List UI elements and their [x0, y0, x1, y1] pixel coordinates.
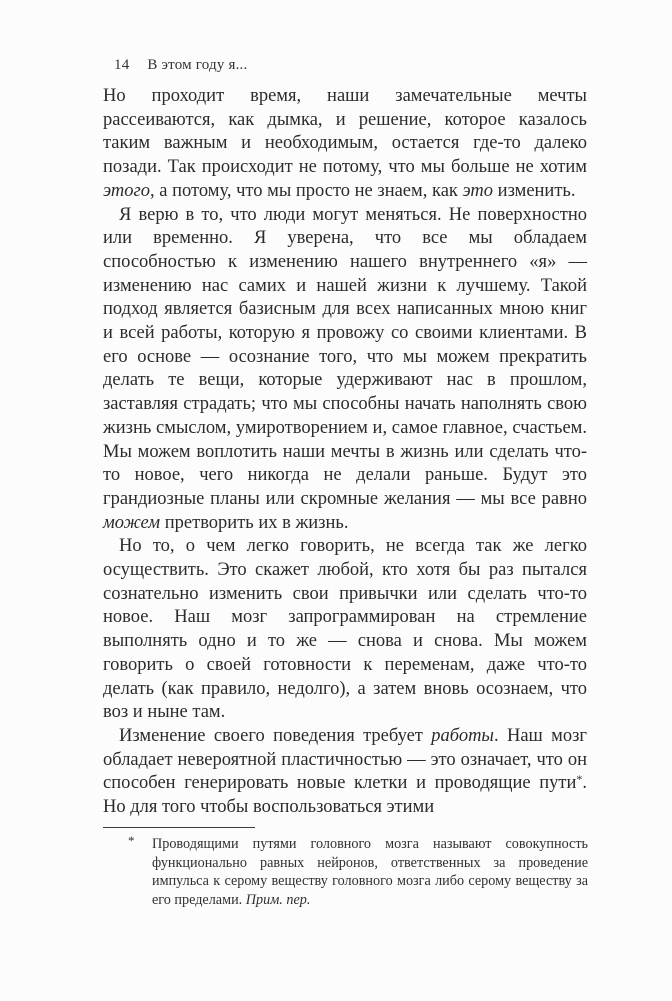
text-run: изменить. — [493, 180, 576, 201]
text-run: Проводящими путями головного мозга называют совокупность функционально равных нейронов, ответственных за проведение импульса к серому веществу головного мозга либо серому веществу за его пределами. — [152, 836, 588, 908]
paragraph — [103, 725, 587, 820]
text-run: , а потому, что мы просто не знаем, как — [150, 180, 463, 201]
paragraph — [103, 204, 587, 536]
text-run: претворить их в жизнь. — [160, 512, 349, 533]
footnote-text — [152, 836, 588, 908]
page-header — [114, 57, 247, 74]
paragraph — [103, 85, 587, 204]
footnote-ref-asterisk: * — [576, 772, 583, 787]
text-run: Но то, о чем легко говорить, не всегда так же легко осуществить. Это скажет любой, кто хотя бы раз пытался сознательно изменить свои привычки или сделать что-то новое. Наш мозг запрограммирован на стремление выполнять одно и то же — снова и снова. Мы можем говорить о своей готовности к переменам, даже что-то делать (как правило, недолго), а затем вновь осознаем, что воз и ныне там. — [103, 536, 587, 723]
text-run: . Наш мозг обладает невероятной пластичностью — это означает, что он способен генерировать новые клетки и проводящие пути — [103, 725, 587, 794]
italic-text-run: этого — [103, 180, 150, 201]
text-run: Я верю в то, что люди могут меняться. Не поверхностно или временно. Я уверена, что все мы обладаем способностью к изменению нашего внутреннего «я» — изменению нас самих и нашей жизни к лучшему. Такой подход является базисным для всех написанных мною книг и всей работы, которую я провожу со своими клиентами. В его основе — осознание того, что мы можем прекратить делать те вещи, которые удерживают нас в прошлом, заставляя страдать; что мы способны начать наполнять свою жизнь смыслом, умиротворением и, самое главное, счастьем. Мы можем воплотить наши мечты в жизнь или сделать что-то новое, чего никогда не делали раньше. Будут это грандиозные планы или скромные желания — мы все равно — [103, 204, 587, 509]
footnote-marker: * — [128, 833, 135, 848]
italic-text-run: Прим. пер. — [245, 891, 311, 908]
footnote — [128, 833, 588, 909]
footnote-separator — [103, 827, 255, 828]
text-run: . Но для того чтобы воспользоваться этими — [103, 773, 587, 818]
body-text — [103, 85, 587, 820]
italic-text-run: можем — [103, 512, 161, 533]
italic-text-run: это — [462, 180, 494, 201]
text-run: Но проходит время, наши замечательные мечты рассеиваются, как дымка, и решение, которое казалось таким важным и необходимым, остается где-то далеко позади. Так происходит не потому, что мы больше не хотим — [103, 86, 587, 178]
text-run: Изменение своего поведения требует — [119, 725, 432, 746]
running-title: В этом году я... — [147, 57, 248, 73]
page-number: 14 — [114, 57, 130, 73]
paragraph — [103, 535, 587, 725]
italic-text-run: работы — [431, 725, 494, 746]
